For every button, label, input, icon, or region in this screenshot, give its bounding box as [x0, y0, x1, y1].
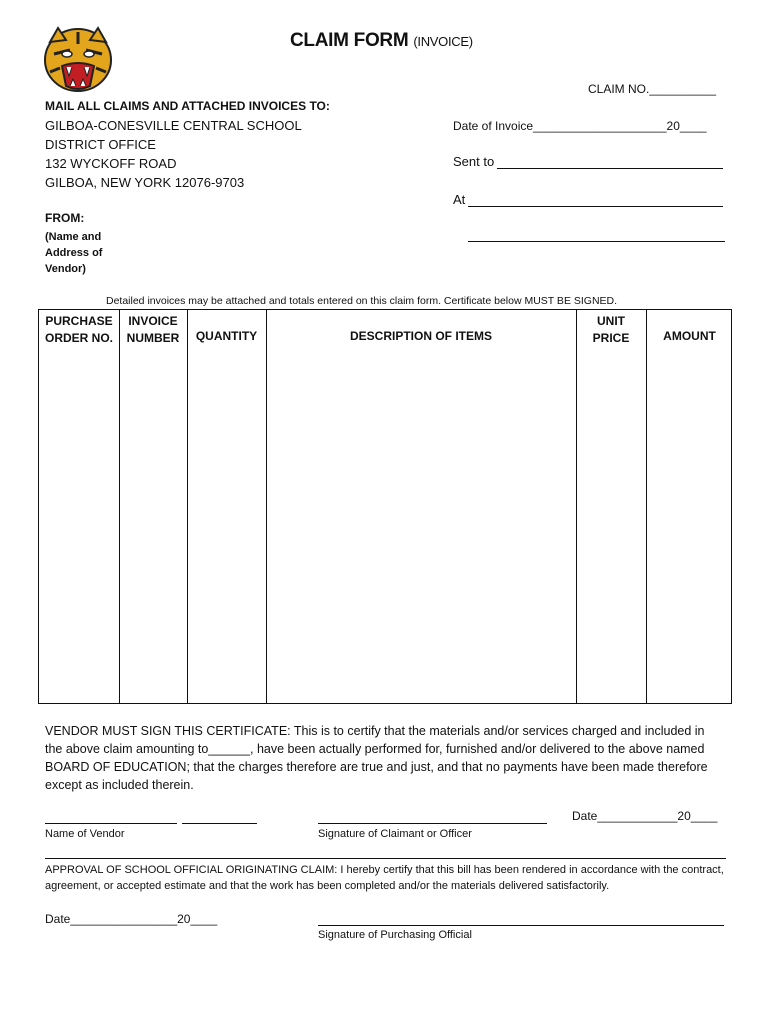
column-divider: [646, 310, 647, 703]
column-divider: [119, 310, 120, 703]
header-unit-price: [576, 313, 646, 347]
title-text: CLAIM FORM: [290, 30, 409, 51]
header-quantity: QUANTITY: [195, 329, 258, 343]
purchasing-signature-label: Signature of Purchasing Official: [318, 929, 472, 941]
header-po-line1: PURCHASE: [45, 314, 113, 328]
title-subtitle: (INVOICE): [413, 34, 473, 49]
header-po-line2: ORDER NO.: [44, 331, 113, 345]
header-unit-price-line2: PRICE: [592, 331, 630, 345]
header-description: DESCRIPTION OF ITEMS: [349, 329, 492, 343]
address-line: GILBOA-CONESVILLE CENTRAL SCHOOL: [45, 118, 302, 133]
from-note-line: (Name and: [45, 231, 102, 243]
section-divider: [45, 858, 726, 859]
header-invoice-line1: INVOICE: [128, 314, 178, 328]
purchasing-signature-line[interactable]: [318, 925, 724, 926]
header-amount: AMOUNT: [663, 329, 716, 343]
address-line: 132 WYCKOFF ROAD: [45, 156, 177, 171]
mail-to-address: [45, 116, 302, 192]
approval-text: APPROVAL OF SCHOOL OFFICIAL ORIGINATING CLAIM: I hereby certify that this bill has been rendered in accordance with the contract, agreement, or accepted estimate and that the work has been completed and/or the materials delivered satisfactorily.: [45, 864, 724, 892]
items-table: [38, 309, 732, 704]
address-extra-line[interactable]: [468, 241, 725, 242]
claimant-signature-line[interactable]: [318, 823, 547, 824]
sent-to-line[interactable]: [497, 168, 723, 169]
address-line: DISTRICT OFFICE: [45, 137, 156, 152]
at-label: At: [453, 192, 466, 207]
at-line[interactable]: [468, 206, 723, 207]
vendor-certificate-text: VENDOR MUST SIGN THIS CERTIFICATE: This is to certify that the materials and/or services charged and included in the above claim amounting to______, have been actually performed for, furnished and/or delivered to the above named BOARD OF EDUCATION; that the charges therefore are true and just, and that no payments have been made therefore except as included therein.: [45, 724, 708, 792]
date-of-invoice-field[interactable]: Date of Invoice____________________20____: [453, 119, 707, 133]
approval-date-field[interactable]: Date________________20____: [45, 912, 218, 926]
vendor-name-line-2[interactable]: [182, 823, 257, 824]
claim-no-field[interactable]: CLAIM NO.__________: [588, 82, 717, 96]
vendor-name-line[interactable]: [45, 823, 177, 824]
header-po: [39, 313, 119, 347]
from-note-line: Vendor): [45, 263, 86, 275]
header-unit-price-line1: UNIT: [597, 314, 625, 328]
form-title: [290, 30, 473, 52]
sent-to-label: Sent to: [453, 154, 495, 169]
from-note-line: Address of: [45, 247, 103, 259]
column-divider: [187, 310, 188, 703]
address-line: GILBOA, NEW YORK 12076-9703: [45, 175, 245, 190]
from-note: [45, 229, 102, 277]
name-of-vendor-label: Name of Vendor: [45, 828, 125, 840]
certificate-date-field[interactable]: Date____________20____: [572, 809, 718, 823]
instructions-text: Detailed invoices may be attached and totals entered on this claim form. Certificate below MUST BE SIGNED.: [106, 295, 618, 307]
from-label: FROM:: [45, 211, 85, 225]
header-invoice-line2: NUMBER: [126, 331, 180, 345]
column-divider: [266, 310, 267, 703]
header-invoice: [119, 313, 187, 347]
column-divider: [576, 310, 577, 703]
mail-to-heading: MAIL ALL CLAIMS AND ATTACHED INVOICES TO:: [45, 99, 330, 113]
tiger-mascot-icon: [40, 24, 116, 94]
claimant-signature-label: Signature of Claimant or Officer: [318, 828, 472, 840]
